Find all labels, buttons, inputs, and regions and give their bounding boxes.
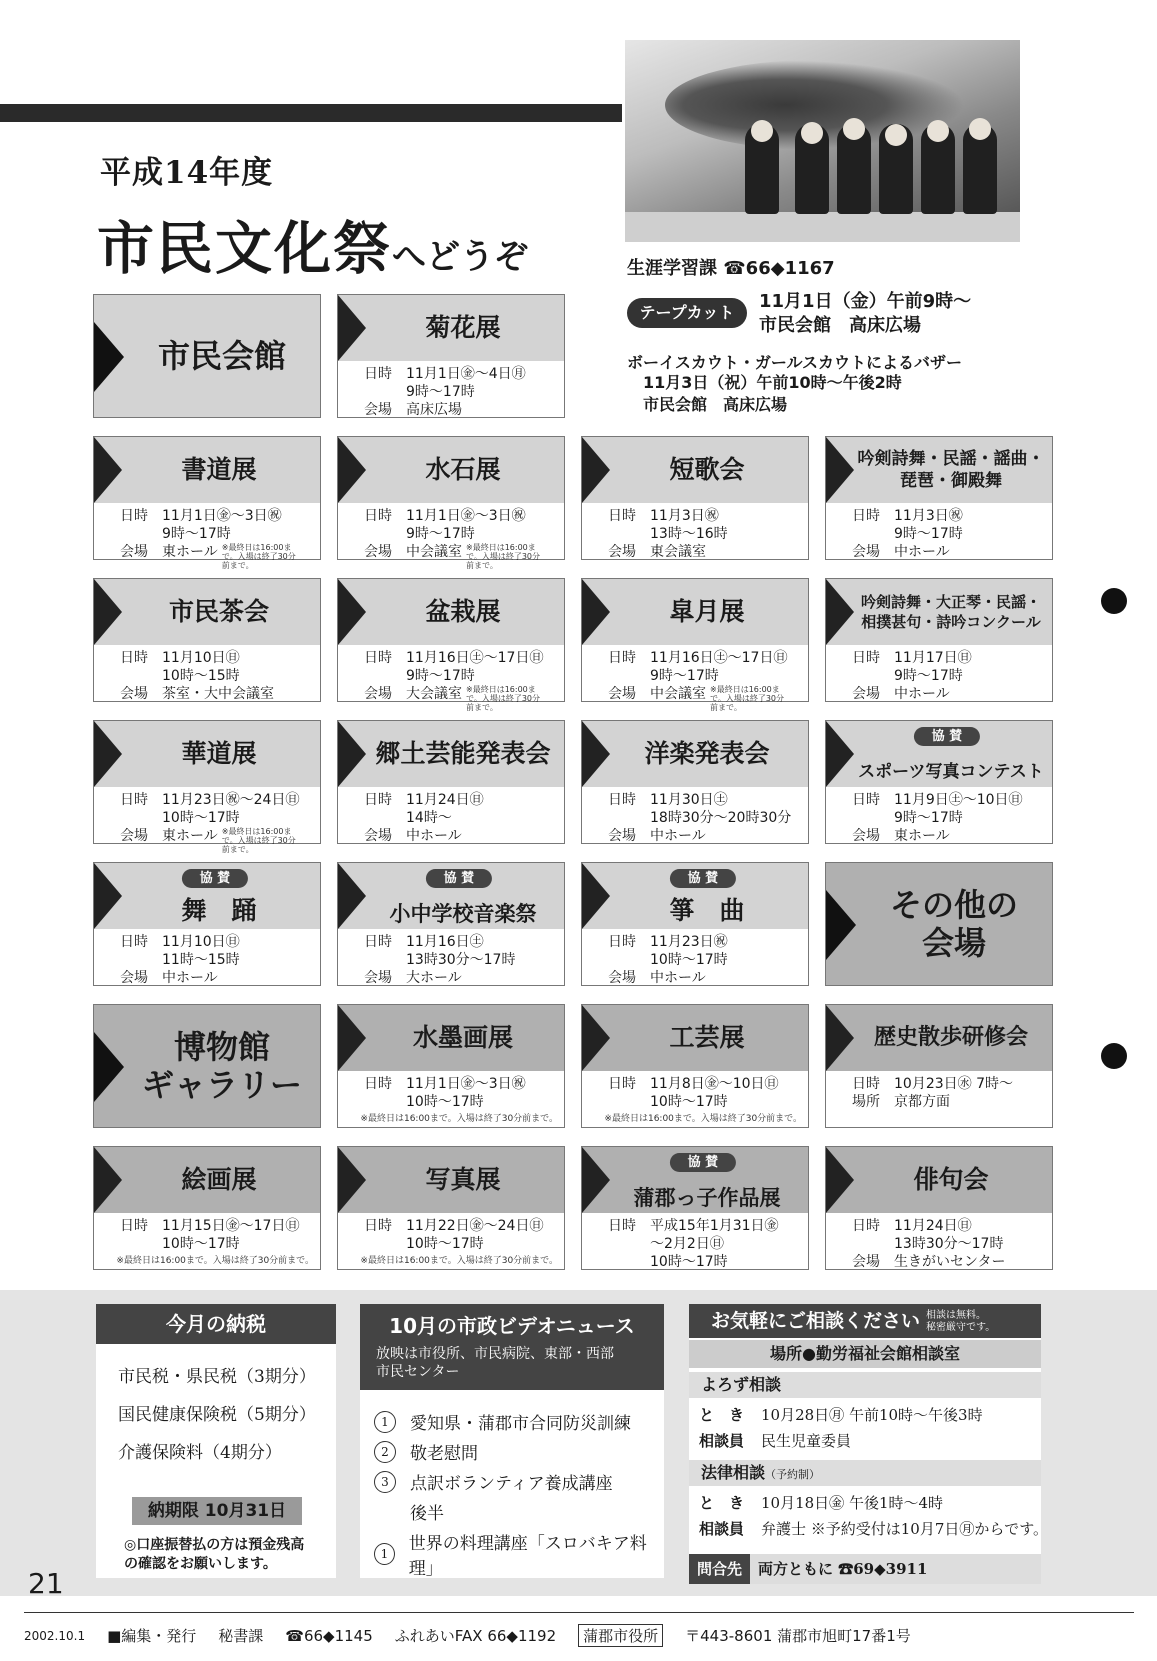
- event-title: 盆栽展: [425, 597, 501, 626]
- bazaar-details: 11月3日（祝）午前10時～午後2時 市民会館 高床広場: [643, 373, 902, 414]
- binder-hole: [1101, 1043, 1127, 1069]
- sponsor-badge: 協 賛: [670, 869, 736, 888]
- event-title: 舞 踊: [181, 896, 257, 925]
- page-title: 市民文化祭へどうぞ: [97, 215, 528, 282]
- event-card-shodo: 書道展 日時 11月1日㊎～3日㊗ 9時～17時 会場 東ホール ※最終日は16:00まで。入場は終了30分前まで。: [93, 436, 321, 560]
- publisher-phone: ☎66◆1145: [285, 1626, 373, 1645]
- event-card-tanka: 短歌会 日時 11月3日㊗ 13時～16時 会場 東会議室: [581, 436, 809, 560]
- address: 〒443-8601 蒲郡市旭町17番1号: [685, 1627, 911, 1645]
- tax-note: ◎口座振替払の方は預金残高 の確認をお願いします。: [124, 1537, 305, 1572]
- venue-museum-gallery: 博物館 ギャラリー: [93, 1004, 321, 1128]
- event-title: 歴史散歩研修会: [873, 1025, 1028, 1050]
- event-card-rekishi: 歴史散歩研修会 日時 10月23日㊌ 7時～ 場所 京都方面: [825, 1004, 1053, 1128]
- fiscal-year: 平成14年度: [100, 155, 274, 191]
- video-item: 1 世界の料理講座「スロバキア料理」: [374, 1529, 664, 1579]
- video-news-box: [360, 1304, 664, 1578]
- video-item: 1 愛知県・蒲郡市合同防災訓練: [374, 1409, 631, 1434]
- footer-rule: [24, 1612, 1134, 1613]
- publisher-label: ■編集・発行: [107, 1627, 197, 1645]
- event-card-bonsai: 盆栽展 日時 11月16日㊏～17日㊐ 9時～17時 会場 大会議室 ※最終日は16:00まで。入場は終了30分前まで。: [337, 578, 565, 702]
- consult-section-general: よろず相談: [689, 1372, 1041, 1398]
- event-title: 市民茶会: [168, 597, 269, 626]
- consult-section-legal: 法律相談（予約制）: [689, 1460, 1041, 1486]
- sponsor-badge: 協 賛: [914, 727, 980, 746]
- venue-other: その他の 会場: [825, 862, 1053, 986]
- bazaar-title: ボーイスカウト・ガールスカウトによるバザー: [627, 353, 963, 372]
- event-title: 洋楽発表会: [644, 739, 770, 768]
- video-item: 2 敬老慰問: [374, 1439, 478, 1464]
- event-card-kaiga: 絵画展 日時 11月15日㊎～17日㊐ 10時～17時 ※最終日は16:00まで。入場は終了30分前まで。: [93, 1146, 321, 1270]
- consult-row: 相談員 弁護士 ※予約受付は10月7日㊊からです。: [699, 1520, 1049, 1538]
- consultation-box: お気軽にご相談ください 相談は無料。 秘密厳守です。 場所●勤労福祉会館相談室 よろず相談 と き 10月28日㊊ 午前10時～午後3時 相談員 民生児童委員 法律相談（予約制） と き 10月18日㊎ 午後1時～4時 相談員 弁護士 ※予約受付は10月7日㊊からです。 問合先 両方ともに ☎69◆3911: [689, 1304, 1041, 1584]
- event-card-buyo: 協 賛 舞 踊 日時 11月10日㊐ 11時～15時 会場 中ホール: [93, 862, 321, 986]
- event-title: 小中学校音楽祭: [389, 902, 537, 926]
- event-card-ginken-2: 吟剣詩舞・大正琴・民謡・ 相撲甚句・詩吟コンクール 日時 11月17日㊐ 9時～17時 会場 中ホール: [825, 578, 1053, 702]
- event-title: 菊花展: [425, 313, 501, 342]
- event-card-gamagori-kids: 協 賛 蒲郡っ子作品展 日時 平成15年1月31日㊎ ～2月2日㊐ 10時～17時: [581, 1146, 809, 1270]
- dept-phone: 生涯学習課 ☎66◆1167: [627, 258, 835, 279]
- bottom-panel: [0, 1290, 1157, 1596]
- tax-box: [96, 1304, 336, 1578]
- city-office: 蒲郡市役所: [578, 1624, 663, 1647]
- event-card-suiboku: 水墨画展 日時 11月1日㊎～3日㊗ 10時～17時 ※最終日は16:00まで。入場は終了30分前まで。: [337, 1004, 565, 1128]
- binder-hole: [1101, 588, 1127, 614]
- event-title: 工芸展: [669, 1023, 745, 1052]
- event-card-chakai: 市民茶会 日時 11月10日㊐ 10時～15時 会場 茶室・大中会議室: [93, 578, 321, 702]
- event-title: 絵画展: [181, 1165, 257, 1194]
- event-photo: [625, 40, 1020, 242]
- tax-item: 市民税・県民税（3期分）: [118, 1367, 316, 1387]
- event-card-ginken-1: 吟剣詩舞・民謡・謡曲・ 琵琶・御殿舞 日時 11月3日㊗ 9時～17時 会場 中ホール: [825, 436, 1053, 560]
- event-title: 蒲郡っ子作品展: [633, 1186, 781, 1210]
- event-title: 俳句会: [913, 1165, 989, 1194]
- event-card-sports-photo: 協 賛 スポーツ写真コンテスト 日時 11月9日㊏～10日㊐ 9時～17時 会場 東ホール: [825, 720, 1053, 844]
- page-number: 21: [28, 1567, 64, 1600]
- event-title: 吟剣詩舞・民謡・謡曲・ 琵琶・御殿舞: [857, 449, 1045, 491]
- event-title: スポーツ写真コンテスト: [858, 762, 1044, 782]
- consult-row: 相談員 民生児童委員: [699, 1432, 852, 1450]
- due-date: 納期限 10月31日: [132, 1497, 302, 1525]
- event-card-satsuki: 皐月展 日時 11月16日㊏～17日㊐ 9時～17時 会場 中会議室 ※最終日は16:00まで。入場は終了30分前まで。: [581, 578, 809, 702]
- video-item: 後半: [410, 1504, 444, 1524]
- video-subtitle: 放映は市役所、市民病院、東部・西部 市民センター: [376, 1346, 614, 1380]
- event-title: 吟剣詩舞・大正琴・民謡・ 相撲甚句・詩吟コンクール: [860, 593, 1041, 631]
- event-title: 書道展: [181, 455, 257, 484]
- title-bar-stripe: [0, 104, 622, 122]
- publisher-dept: 秘書課: [218, 1627, 264, 1645]
- event-title: 華道展: [181, 739, 257, 768]
- tax-item: 国民健康保険税（5期分）: [118, 1405, 316, 1425]
- tax-item: 介護保険料（4期分）: [118, 1443, 282, 1463]
- event-card-kikka: 菊花展 日時 11月1日㊎～4日㊊ 9時～17時 会場 高床広場: [337, 294, 565, 418]
- event-card-yogaku: 洋楽発表会 日時 11月30日㊏ 18時30分～20時30分 会場 中ホール: [581, 720, 809, 844]
- event-title: 写真展: [425, 1165, 501, 1194]
- sponsor-badge: 協 賛: [182, 869, 248, 888]
- video-title: 10月の市政ビデオニュース: [389, 1314, 635, 1338]
- event-title: 皐月展: [669, 597, 745, 626]
- sponsor-badge: 協 賛: [426, 869, 492, 888]
- video-item: 3 点訳ボランティア養成講座: [374, 1469, 613, 1494]
- event-card-suiseki: 水石展 日時 11月1日㊎～3日㊗ 9時～17時 会場 中会議室 ※最終日は16:00まで。入場は終了30分前まで。: [337, 436, 565, 560]
- footer: [24, 1624, 911, 1647]
- event-title: 水石展: [425, 455, 501, 484]
- event-card-shochu-ongaku: 協 賛 小中学校音楽祭 日時 11月16日㊏ 13時30分～17時 会場 大ホール: [337, 862, 565, 986]
- event-card-kyodo: 郷土芸能発表会 日時 11月24日㊐ 14時～ 会場 中ホール: [337, 720, 565, 844]
- event-card-kado: 華道展 日時 11月23日㊗～24日㊐ 10時～17時 会場 東ホール ※最終日は16:00まで。入場は終了30分前まで。: [93, 720, 321, 844]
- event-card-kogei: 工芸展 日時 11月8日㊎～10日㊐ 10時～17時 ※最終日は16:00まで。入場は終了30分前まで。: [581, 1004, 809, 1128]
- consult-place: 場所●勤労福祉会館相談室: [689, 1340, 1041, 1368]
- event-card-sokyoku: 協 賛 箏 曲 日時 11月23日㊗ 10時～17時 会場 中ホール: [581, 862, 809, 986]
- consult-contact: 問合先 両方ともに ☎69◆3911: [689, 1554, 1041, 1584]
- event-title: 郷土芸能発表会: [375, 739, 551, 768]
- venue-shimin-kaikan: 市民会館: [93, 294, 321, 418]
- event-title: 箏 曲: [669, 896, 745, 925]
- consult-title: お気軽にご相談ください: [711, 1310, 921, 1332]
- event-card-haiku: 俳句会 日時 11月24日㊐ 13時30分～17時 会場 生きがいセンター: [825, 1146, 1053, 1270]
- consult-row: と き 10月28日㊊ 午前10時～午後3時: [699, 1406, 983, 1424]
- sponsor-badge: 協 賛: [670, 1153, 736, 1172]
- event-title: 短歌会: [669, 455, 745, 484]
- issue-date: 2002.10.1: [24, 1628, 86, 1643]
- tape-cut-badge: テープカット: [627, 298, 747, 328]
- event-title: 水墨画展: [412, 1023, 513, 1052]
- consult-row: と き 10月18日㊎ 午後1時～4時: [699, 1494, 944, 1512]
- event-card-shashin: 写真展 日時 11月22日㊎～24日㊐ 10時～17時 ※最終日は16:00まで。入場は終了30分前まで。: [337, 1146, 565, 1270]
- tax-title: 今月の納税: [96, 1304, 336, 1344]
- publisher-fax: ふれあいFAX 66◆1192: [394, 1627, 557, 1645]
- tape-cut-details: 11月1日（金）午前9時～ 市民会館 高床広場: [759, 291, 972, 336]
